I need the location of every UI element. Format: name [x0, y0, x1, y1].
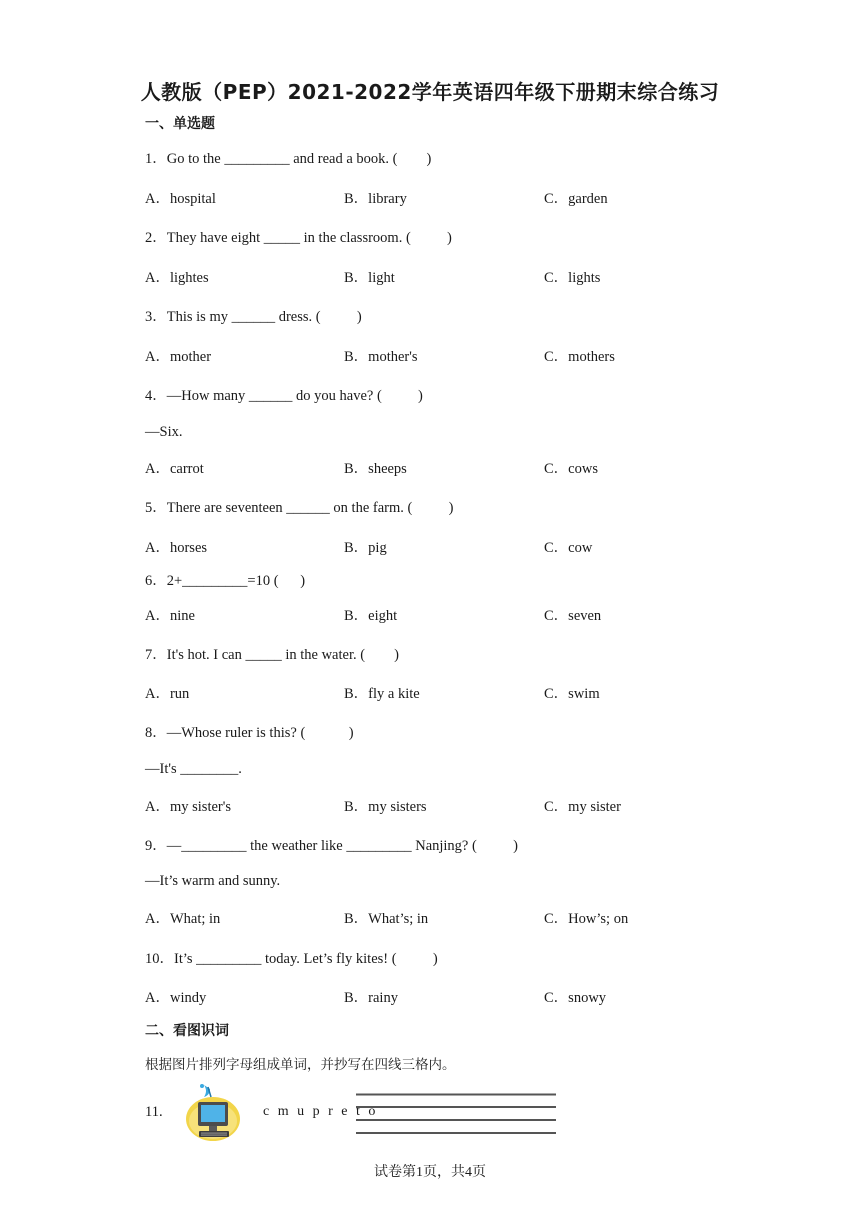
q9-reply: —It’s warm and sunny. — [145, 873, 281, 889]
q9-option-b: B．What’s; in — [344, 911, 429, 927]
q4-option-a: A．carrot — [145, 461, 204, 477]
q8-reply: —It's ________. — [145, 761, 242, 777]
q4-reply: —Six. — [145, 424, 183, 440]
computer-icon — [182, 1081, 242, 1143]
q4-option-c: C．cows — [544, 461, 598, 477]
q1-option-c: C．garden — [544, 191, 608, 207]
question-4: 4．—How many ______ do you have? ( ) — [145, 388, 423, 404]
q3-option-a: A．mother — [145, 349, 212, 365]
q8-option-a: A．my sister's — [145, 799, 231, 815]
question-7: 7．It's hot. I can _____ in the water. ( ) — [145, 647, 399, 663]
q5-option-b: B．pig — [344, 540, 387, 556]
instruction-text: 根据图片排列字母组成单词，并抄写在四线三格内。 — [145, 1057, 456, 1073]
question-8: 8．—Whose ruler is this? ( ) — [145, 725, 354, 741]
question-1: 1．Go to the _________ and read a book. ( ) — [145, 151, 432, 167]
q6-option-a: A．nine — [145, 608, 195, 624]
q2-option-c: C．lights — [544, 270, 601, 286]
four-line-writing-grid[interactable] — [356, 1093, 556, 1135]
scrambled-letters: c m u p r e t o — [263, 1104, 378, 1119]
question-11-number: 11. — [145, 1104, 163, 1120]
section-heading-single-choice: 一、单选题 — [145, 116, 215, 132]
page-title: 人教版（PEP）2021-2022学年英语四年级下册期末综合练习 — [140, 80, 720, 104]
q7-option-b: B．fly a kite — [344, 686, 420, 702]
q2-option-a: A．lightes — [145, 270, 209, 286]
q10-option-c: C．snowy — [544, 990, 607, 1006]
question-2: 2．They have eight _____ in the classroom. ( ) — [145, 230, 452, 246]
question-3: 3．This is my ______ dress. ( ) — [145, 309, 362, 325]
q5-option-a: A．horses — [145, 540, 208, 556]
q10-option-b: B．rainy — [344, 990, 398, 1006]
q1-option-a: A．hospital — [145, 191, 216, 207]
q5-option-c: C．cow — [544, 540, 593, 556]
q7-option-a: A．run — [145, 686, 190, 702]
q8-option-c: C．my sister — [544, 799, 621, 815]
q3-option-c: C．mothers — [544, 349, 615, 365]
question-10: 10．It’s _________ today. Let’s fly kites! ( ) — [145, 951, 438, 967]
question-9: 9．—_________ the weather like _________ Nanjing? ( ) — [145, 838, 518, 854]
q3-option-b: B．mother's — [344, 349, 418, 365]
q10-option-a: A．windy — [145, 990, 207, 1006]
q7-option-c: C．swim — [544, 686, 600, 702]
section-heading-picture-words: 二、看图识词 — [145, 1023, 229, 1039]
q6-option-b: B．eight — [344, 608, 398, 624]
question-5: 5．There are seventeen ______ on the farm. ( ) — [145, 500, 454, 516]
q2-option-b: B．light — [344, 270, 395, 286]
q9-option-a: A．What; in — [145, 911, 221, 927]
q6-option-c: C．seven — [544, 608, 602, 624]
question-6: 6．2+_________=10 ( ) — [145, 573, 306, 589]
page-footer: 试卷第1页，共4页 — [374, 1165, 486, 1180]
q8-option-b: B．my sisters — [344, 799, 427, 815]
q1-option-b: B．library — [344, 191, 407, 207]
q9-option-c: C．How’s; on — [544, 911, 629, 927]
q4-option-b: B．sheeps — [344, 461, 407, 477]
